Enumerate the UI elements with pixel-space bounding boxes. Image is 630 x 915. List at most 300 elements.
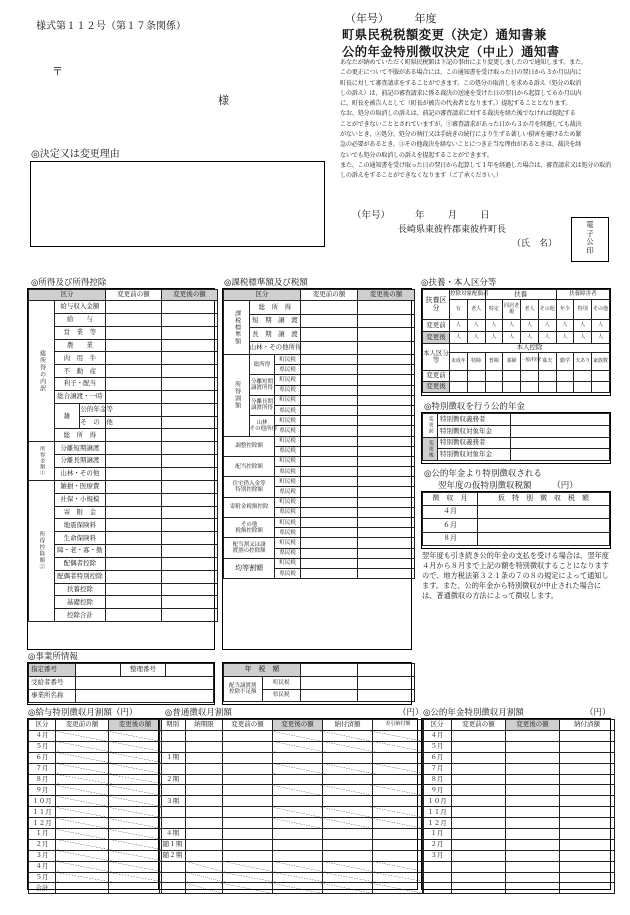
honnin-col: 寡婦 bbox=[503, 353, 521, 371]
table-row bbox=[29, 326, 218, 339]
table-cell bbox=[373, 785, 424, 796]
seal-text bbox=[572, 218, 608, 255]
family-row-label: 変更前 bbox=[423, 320, 450, 332]
pm-col: 変更後の額 bbox=[506, 720, 560, 731]
table-cell bbox=[162, 532, 218, 545]
table-cell bbox=[186, 796, 223, 807]
table-cell bbox=[106, 455, 162, 468]
table-cell bbox=[162, 545, 218, 558]
prov-header-row bbox=[423, 493, 610, 506]
annual-tax-row bbox=[224, 664, 415, 677]
table-row bbox=[29, 677, 214, 690]
income-row-label: 社保・小規模 bbox=[54, 493, 105, 506]
table-cell bbox=[162, 493, 218, 506]
table-cell bbox=[223, 850, 273, 861]
ordinary-period: ４期 bbox=[160, 829, 186, 840]
income-row-label: 地震保険料 bbox=[54, 519, 105, 532]
salary-col: 変更後の額 bbox=[109, 720, 162, 731]
family-col: 特別 bbox=[574, 300, 592, 320]
ordinary-period bbox=[160, 872, 186, 883]
tax-type: 県民税 bbox=[275, 487, 301, 497]
table-cell bbox=[467, 382, 485, 393]
table-row bbox=[423, 371, 610, 382]
table-cell bbox=[223, 829, 273, 840]
table-row bbox=[29, 570, 218, 583]
table-row bbox=[29, 480, 218, 493]
pm-month: ６月 bbox=[423, 752, 452, 763]
notice-line: しの訴え）は、前記の審査請求に係る裁決の送達を受けた日の翌日から起算して６か月以内 bbox=[340, 89, 582, 97]
table-cell bbox=[358, 301, 415, 315]
notice-line: この更正について不服がある場合には、この通知書を受け取った日の翌日から３か月以内に bbox=[340, 69, 582, 77]
table-cell bbox=[301, 538, 358, 548]
annual-tax-label: 年 税 額 bbox=[224, 664, 301, 677]
table-cell bbox=[373, 872, 424, 883]
ordinary-period: 随１期 bbox=[160, 839, 186, 850]
table-cell bbox=[106, 429, 162, 442]
table-row bbox=[423, 344, 610, 353]
table-cell bbox=[186, 850, 223, 861]
table-cell bbox=[556, 371, 574, 382]
table-cell bbox=[323, 861, 373, 872]
family-col: 老人 bbox=[467, 300, 485, 320]
table-cell bbox=[76, 690, 214, 703]
table-row bbox=[423, 414, 610, 426]
table-cell bbox=[301, 341, 358, 355]
income-row-label: 分離長期譲渡 bbox=[54, 455, 105, 468]
table-cell bbox=[301, 507, 358, 517]
table-cell bbox=[106, 365, 162, 378]
tax-row-label: 寄附金税額控除 bbox=[224, 497, 275, 517]
table-cell bbox=[301, 405, 358, 415]
table-cell bbox=[106, 570, 162, 583]
table-cell bbox=[106, 493, 162, 506]
table-cell bbox=[109, 818, 162, 829]
pension-table bbox=[422, 413, 610, 461]
family-unit: 人 bbox=[592, 332, 610, 344]
ordinary-col: 納付済額 bbox=[323, 720, 373, 731]
income-header-row bbox=[29, 290, 218, 301]
tax-type: 町民税 bbox=[262, 677, 301, 690]
table-cell bbox=[273, 861, 323, 872]
table-row bbox=[224, 518, 415, 528]
table-cell bbox=[273, 872, 323, 883]
table-cell bbox=[358, 446, 415, 456]
income-row-label: 雑損・医療費 bbox=[54, 480, 105, 493]
tax-row-label: 総 所 得 bbox=[249, 301, 300, 315]
table-cell bbox=[56, 774, 109, 785]
family-kubun-header: 扶養区分 bbox=[423, 290, 450, 320]
table-cell bbox=[301, 497, 358, 507]
ordinary-col: 納期限 bbox=[186, 720, 223, 731]
provisional-title-2-text: 翌年度の仮特別徴収税額 bbox=[438, 481, 532, 491]
table-cell bbox=[323, 796, 373, 807]
salary-month: １２月 bbox=[29, 818, 56, 829]
table-cell bbox=[56, 752, 109, 763]
table-cell bbox=[323, 872, 373, 883]
table-cell bbox=[506, 807, 560, 818]
income-row-label: 給 与 bbox=[54, 313, 105, 326]
table-cell bbox=[273, 752, 323, 763]
table-cell bbox=[162, 313, 218, 326]
prov-month: ４月 bbox=[423, 506, 478, 519]
tax-row-label: 長 期 譲 渡 bbox=[249, 328, 300, 342]
family-unit: 人 bbox=[538, 332, 556, 344]
table-cell bbox=[423, 872, 452, 883]
office-table bbox=[28, 663, 214, 703]
ordinary-title: ◎普通徴収月割額 bbox=[165, 708, 232, 718]
ordinary-col: 変更後の額 bbox=[273, 720, 323, 731]
prov-col-month: 徴 収 月 bbox=[423, 493, 478, 506]
table-row bbox=[160, 861, 424, 872]
table-cell bbox=[162, 352, 218, 365]
pension-row-label: 特別徴収対象年金 bbox=[438, 425, 511, 437]
table-cell bbox=[273, 850, 323, 861]
tax-type: 県民税 bbox=[275, 405, 301, 415]
income-row-label: 配偶者控除 bbox=[54, 557, 105, 570]
table-row bbox=[29, 583, 218, 596]
table-cell bbox=[301, 395, 358, 405]
table-cell bbox=[592, 371, 610, 382]
notice-line: また、この通知書を受け取った日の翌日から起算して１年を経過した場合は、審査請求又は処分の取消 bbox=[340, 161, 611, 169]
salary-monthly-frame bbox=[27, 718, 159, 890]
tax-type: 町民税 bbox=[275, 395, 301, 405]
table-row bbox=[29, 506, 218, 519]
income-row-label: 肉 用 牛 bbox=[54, 352, 105, 365]
tax-col-kubun: 区分 bbox=[224, 290, 301, 301]
table-cell bbox=[273, 807, 323, 818]
pm-month: ２月 bbox=[423, 839, 452, 850]
tax-table-frame bbox=[222, 288, 412, 650]
table-row bbox=[423, 763, 615, 774]
tax-type: 県民税 bbox=[262, 689, 301, 702]
table-cell bbox=[106, 609, 162, 622]
table-cell bbox=[273, 883, 323, 894]
table-cell bbox=[301, 385, 358, 395]
table-cell bbox=[560, 763, 615, 774]
office-title: ◎事業所情報 bbox=[28, 652, 78, 662]
table-row bbox=[224, 497, 415, 507]
family-title: ◎扶養・本人区分等 bbox=[421, 278, 497, 288]
table-cell bbox=[538, 371, 556, 382]
table-cell bbox=[186, 741, 223, 752]
table-row bbox=[224, 355, 415, 365]
tax-type: 県民税 bbox=[275, 426, 301, 436]
family-unit: 人 bbox=[450, 332, 468, 344]
table-cell bbox=[109, 883, 162, 894]
table-cell bbox=[560, 872, 615, 883]
salary-month: １１月 bbox=[29, 807, 56, 818]
table-cell bbox=[56, 818, 109, 829]
notice-line: ないでも処分の取消しの訴えを提起することができます。 bbox=[340, 151, 493, 159]
ordinary-period bbox=[160, 731, 186, 742]
table-cell bbox=[506, 796, 560, 807]
table-row bbox=[29, 785, 162, 796]
table-cell bbox=[223, 861, 273, 872]
table-row bbox=[423, 818, 615, 829]
table-cell bbox=[358, 507, 415, 517]
table-row bbox=[224, 328, 415, 342]
table-cell bbox=[223, 839, 273, 850]
table-cell bbox=[186, 752, 223, 763]
tax-table bbox=[223, 289, 415, 579]
table-cell bbox=[450, 371, 468, 382]
ordinary-period bbox=[160, 763, 186, 774]
table-row bbox=[423, 872, 615, 883]
table-row bbox=[224, 558, 415, 568]
salary-month: ３月 bbox=[29, 850, 56, 861]
table-cell bbox=[358, 558, 415, 568]
annual-tax-table bbox=[223, 663, 415, 702]
income-row-label: 利子・配当 bbox=[54, 378, 105, 391]
table-row bbox=[423, 506, 610, 519]
family-unit: 人 bbox=[467, 320, 485, 332]
table-cell bbox=[223, 752, 273, 763]
table-cell bbox=[323, 829, 373, 840]
table-cell bbox=[106, 326, 162, 339]
issuer: 長崎県東彼杵郡東彼杵町長 bbox=[398, 225, 507, 235]
table-row bbox=[224, 314, 415, 328]
table-cell bbox=[162, 365, 218, 378]
table-row bbox=[224, 677, 415, 690]
table-row bbox=[160, 839, 424, 850]
table-cell bbox=[223, 883, 273, 894]
family-unit: 人 bbox=[574, 320, 592, 332]
family-shougai-header: 扶養障害者 bbox=[556, 290, 609, 300]
salary-monthly-table bbox=[28, 719, 162, 894]
table-cell bbox=[373, 839, 424, 850]
family-unit: 人 bbox=[521, 320, 539, 332]
income-col-after: 変更後の額 bbox=[162, 290, 218, 301]
income-table bbox=[28, 289, 218, 622]
income-row-label: 扶養控除 bbox=[54, 583, 105, 596]
table-cell bbox=[186, 872, 223, 883]
tax-kintou-label: 均等割額 bbox=[224, 558, 275, 578]
income-row-label: 配偶者特別控除 bbox=[54, 570, 105, 583]
postal-mark: 〒 bbox=[52, 65, 63, 78]
tax-row-label: 調整控除額 bbox=[224, 436, 275, 456]
honnin-row-label: 変更後 bbox=[423, 382, 450, 393]
table-cell bbox=[560, 818, 615, 829]
table-cell bbox=[56, 839, 109, 850]
provisional-unit: （円） bbox=[552, 481, 578, 491]
table-row bbox=[160, 731, 424, 742]
income-col-kubun: 区分 bbox=[29, 290, 106, 301]
table-cell bbox=[162, 403, 218, 416]
table-row bbox=[160, 785, 424, 796]
tax-type: 町民税 bbox=[275, 477, 301, 487]
family-col: その他 bbox=[592, 300, 610, 320]
pm-header-row bbox=[423, 720, 615, 731]
table-cell bbox=[423, 883, 452, 894]
table-cell bbox=[223, 763, 273, 774]
table-cell bbox=[273, 839, 323, 850]
table-cell bbox=[186, 883, 223, 894]
prov-col-amount: 仮 特 別 徴 収 税 額 bbox=[478, 493, 610, 506]
table-cell bbox=[506, 872, 560, 883]
table-cell bbox=[323, 883, 373, 894]
pension-monthly-title: ◎公的年金特別徴収月割額 bbox=[423, 708, 524, 718]
table-row bbox=[423, 519, 610, 532]
provisional-title-1: ◎公的年金より特別徴収される bbox=[424, 469, 542, 479]
tax-type: 県民税 bbox=[275, 528, 301, 538]
tax-type: 県民税 bbox=[275, 507, 301, 517]
family-unit: 人 bbox=[538, 320, 556, 332]
table-cell bbox=[323, 807, 373, 818]
family-unit: 人 bbox=[503, 332, 521, 344]
table-cell bbox=[301, 467, 358, 477]
salary-month: ４月 bbox=[29, 731, 56, 742]
provisional-note: 翌年度も引き続き公的年金の支払を受ける場合は、翌年度４月から８月まで上記の額を特別徴収することになりますので、地方税法第３２１条の７の８の規定によって通知します。また、公的年金から特別徴収が中止された場合には、普通徴収の方法によって徴収します。 bbox=[422, 551, 609, 600]
table-cell bbox=[373, 731, 424, 742]
table-cell bbox=[503, 371, 521, 382]
table-cell bbox=[56, 807, 109, 818]
table-cell bbox=[223, 872, 273, 883]
table-row bbox=[423, 449, 610, 461]
income-row-label: 控除合計 bbox=[54, 609, 105, 622]
table-cell bbox=[109, 796, 162, 807]
table-cell bbox=[373, 774, 424, 785]
table-row bbox=[160, 818, 424, 829]
tax-type: 県民税 bbox=[275, 365, 301, 375]
notice-line: ことができないこととされていますが、①審査請求があった日から３か月を経過しても裁決 bbox=[340, 120, 582, 128]
table-cell bbox=[273, 774, 323, 785]
family-unit: 人 bbox=[592, 320, 610, 332]
year-label: （年号） bbox=[345, 12, 389, 25]
tax-type: 町民税 bbox=[275, 456, 301, 466]
table-row bbox=[29, 774, 162, 785]
table-row bbox=[423, 437, 610, 449]
table-row bbox=[423, 807, 615, 818]
tax-row-label: 山林 その他所得 bbox=[249, 416, 275, 436]
tax-type: 町民税 bbox=[275, 436, 301, 446]
notice-text bbox=[340, 58, 628, 182]
table-row bbox=[29, 339, 218, 352]
table-cell bbox=[506, 839, 560, 850]
ordinary-period: 随２期 bbox=[160, 850, 186, 861]
income-row-label: 給与収入金額 bbox=[54, 301, 105, 314]
pension-monthly-table bbox=[422, 719, 615, 894]
title-line-2: 公的年金特別徴収決定（中止）通知書 bbox=[342, 44, 560, 59]
table-row bbox=[160, 883, 424, 894]
honnin-col: 特障 bbox=[467, 353, 485, 371]
ordinary-period: １期 bbox=[160, 752, 186, 763]
table-row bbox=[423, 353, 610, 371]
table-row bbox=[224, 341, 415, 355]
tax-row-label: 短 期 譲 渡 bbox=[249, 314, 300, 328]
table-cell bbox=[109, 731, 162, 742]
table-cell bbox=[186, 829, 223, 840]
table-row bbox=[29, 455, 218, 468]
ordinary-period bbox=[160, 785, 186, 796]
table-cell bbox=[373, 818, 424, 829]
tax-type: 町民税 bbox=[275, 375, 301, 385]
table-row bbox=[29, 365, 218, 378]
income-row-label: 農 業 bbox=[54, 339, 105, 352]
salary-col: 区分 bbox=[29, 720, 56, 731]
table-row bbox=[423, 752, 615, 763]
pm-month: ４月 bbox=[423, 731, 452, 742]
table-cell bbox=[323, 850, 373, 861]
tax-type: 県民税 bbox=[275, 446, 301, 456]
table-cell bbox=[358, 355, 415, 365]
reason-box bbox=[30, 161, 325, 247]
table-cell bbox=[323, 839, 373, 850]
honnin-title: 本人控除 bbox=[450, 344, 610, 353]
table-cell bbox=[109, 839, 162, 850]
income-section-amount: 所得金額① bbox=[29, 442, 55, 481]
salary-col: 変更前の額 bbox=[56, 720, 109, 731]
tax-row-label: 住宅借入金等 特別控除額 bbox=[224, 477, 275, 497]
ordinary-col: 差引納付額 bbox=[373, 720, 424, 731]
table-cell bbox=[373, 741, 424, 752]
table-row bbox=[29, 872, 162, 883]
table-cell bbox=[373, 883, 424, 894]
table-cell bbox=[521, 382, 539, 393]
table-row bbox=[423, 785, 615, 796]
table-row bbox=[423, 300, 610, 320]
salary-month: ４月 bbox=[29, 861, 56, 872]
tax-row-label: 配当控除額 bbox=[224, 456, 275, 476]
table-cell bbox=[109, 872, 162, 883]
table-cell bbox=[301, 677, 358, 690]
seal-char: 電 bbox=[586, 220, 594, 229]
table-cell bbox=[560, 850, 615, 861]
office-row-label: 受給者番号 bbox=[29, 677, 76, 690]
table-cell bbox=[301, 518, 358, 528]
ordinary-table bbox=[159, 719, 424, 894]
pm-month: １月 bbox=[423, 829, 452, 840]
pm-month: ７月 bbox=[423, 763, 452, 774]
pm-month: ９月 bbox=[423, 785, 452, 796]
tax-row-label: 山林・その他所得 bbox=[249, 341, 300, 355]
pension-frame bbox=[421, 412, 611, 464]
notice-line: あなたが納めていただく町県民税額は下記の事由により変更しましたので通知します。また、 bbox=[340, 59, 587, 66]
salary-month: ７月 bbox=[29, 763, 56, 774]
table-cell bbox=[162, 596, 218, 609]
table-cell bbox=[109, 774, 162, 785]
table-cell bbox=[358, 518, 415, 528]
table-cell bbox=[358, 538, 415, 548]
table-row bbox=[29, 352, 218, 365]
tax-type: 県民税 bbox=[275, 467, 301, 477]
table-cell bbox=[452, 818, 506, 829]
table-cell bbox=[223, 741, 273, 752]
table-cell bbox=[574, 371, 592, 382]
honnin-col: 勤学 bbox=[556, 353, 574, 371]
family-col: 有 bbox=[450, 300, 468, 320]
table-cell bbox=[301, 446, 358, 456]
table-cell bbox=[511, 449, 610, 461]
table-cell bbox=[186, 861, 223, 872]
table-cell bbox=[56, 785, 109, 796]
table-cell bbox=[452, 839, 506, 850]
table-cell bbox=[273, 763, 323, 774]
table-row bbox=[29, 403, 218, 416]
table-cell bbox=[452, 763, 506, 774]
notice-line: なお、処分の取消しの訴えは、前記の審査請求に対する裁決を経た後でなければ提起する bbox=[340, 110, 576, 118]
income-title: ◎所得及び所得控除 bbox=[31, 278, 107, 288]
ordinary-period bbox=[160, 741, 186, 752]
tax-type: 町民税 bbox=[275, 355, 301, 365]
table-cell bbox=[109, 785, 162, 796]
table-cell bbox=[56, 872, 109, 883]
pension-title: ◎特別徴収を行う公的年金 bbox=[424, 402, 525, 412]
tax-header-row bbox=[224, 290, 415, 301]
table-cell bbox=[560, 839, 615, 850]
table-cell bbox=[162, 519, 218, 532]
family-unit: 人 bbox=[521, 332, 539, 344]
table-cell bbox=[450, 382, 468, 393]
